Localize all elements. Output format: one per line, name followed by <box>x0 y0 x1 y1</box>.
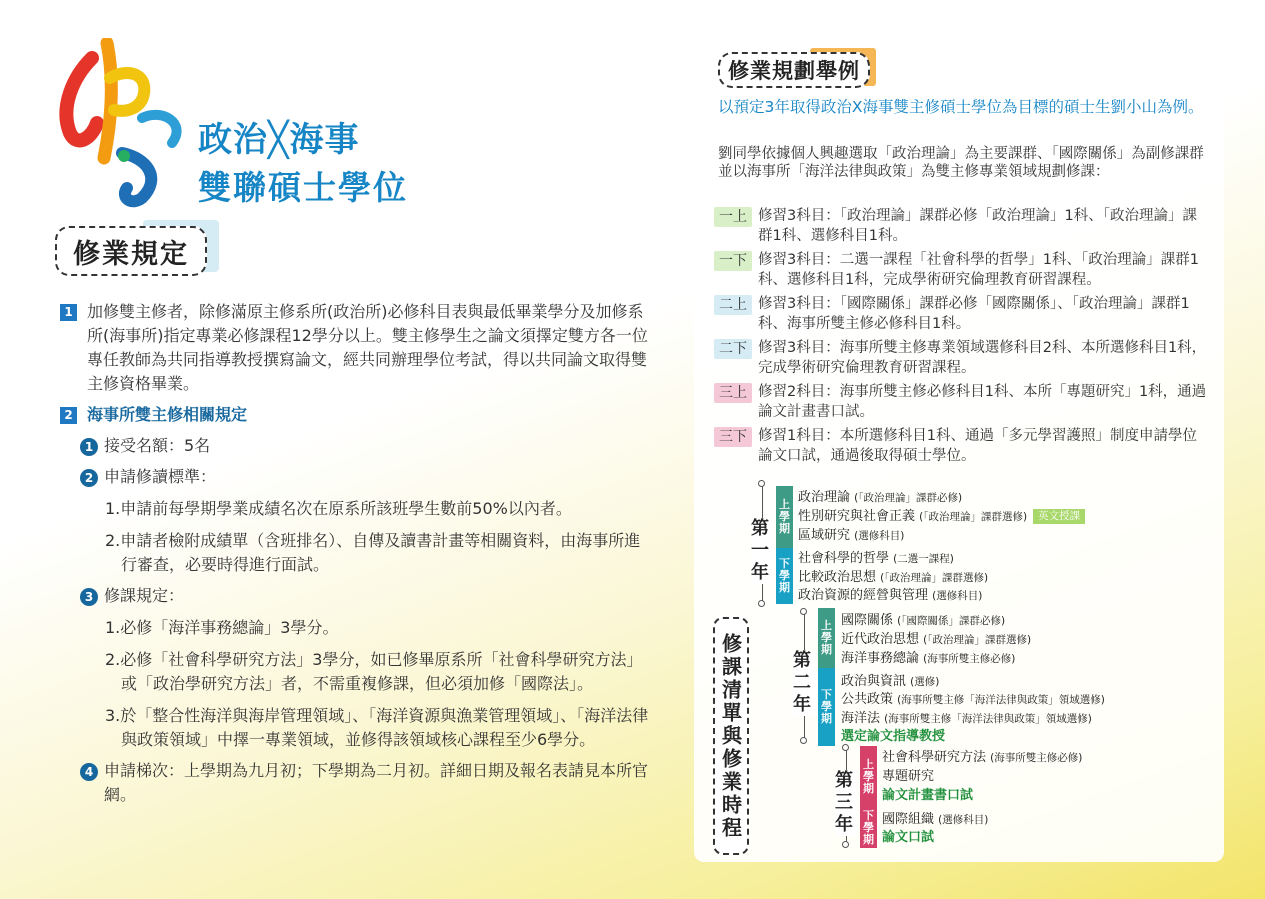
plan-intro: 劉同學依據個人興趣選取「政治理論」為主要課群、「國際關係」為副修課群並以海事所「海洋法律與政策」為雙主修專業領域規劃修課： <box>718 146 1204 180</box>
semester-item <box>714 294 1210 334</box>
course-note: (海事所雙主修「海洋法律與政策」領域選修) <box>884 713 1092 725</box>
sub-rule-3-a: 1.必修「海洋事務總論」3學分。 <box>105 618 339 637</box>
title-line-1: 政治╳海事 <box>198 120 360 160</box>
sub-rule-2-b: 2.申請者檢附成績單（含班排名）、自傳及讀書計畫等相關資料，由海事所進行審查，必要時得進行面試。 <box>105 531 641 574</box>
course-name: 政治資源的經營與管理 <box>798 588 929 603</box>
sub-number-4: 4 <box>80 763 98 781</box>
plan-heading: 以預定3年取得政治X海事雙主修碩士學位為目標的碩士生劉小山為例。 <box>718 98 1204 116</box>
milestone-proposal-exam: 論文計畫書口試 <box>882 788 974 803</box>
course-note: (選修科目) <box>932 590 983 602</box>
sub-rule-3-text: 修課規定： <box>104 586 185 605</box>
semester-item <box>714 250 1210 290</box>
rules-badge: 修業規定 <box>55 226 207 276</box>
course-name: 海洋法 <box>841 711 881 726</box>
year-1-lower-bar: 下 學 期 <box>776 548 793 604</box>
course-note: (「國際關係」課群必修) <box>897 615 1006 627</box>
course-name: 政治理論 <box>798 490 851 505</box>
year-1-start-dot <box>758 480 765 487</box>
semester-text: 修習3科目：「政治理論」課群必修「政治理論」1科、「政治理論」課群1科、選修科目1科。 <box>758 208 1197 244</box>
english-taught-tag: 英文授課 <box>1033 509 1085 524</box>
semester-tag: 二下 <box>714 339 752 359</box>
semester-text: 修習1科目：本所選修科目1科、通過「多元學習護照」制度申請學位論文口試，通過後取得碩士學位。 <box>758 428 1197 464</box>
course-item <box>841 672 939 692</box>
course-name: 政治與資訊 <box>841 674 907 689</box>
course-note: (「政治理論」課群選修) <box>880 572 989 584</box>
year-3-upper-bar: 上 學 期 <box>860 746 877 808</box>
course-name: 比較政治思想 <box>798 570 877 585</box>
semester-tag: 三上 <box>714 383 752 403</box>
milestone-thesis-defense: 論文口試 <box>882 830 935 845</box>
course-item <box>882 767 934 786</box>
sub-number-1: 1 <box>80 438 98 456</box>
course-name: 海洋事務總論 <box>841 651 920 666</box>
course-name: 區域研究 <box>798 528 851 543</box>
course-note: (選修科目) <box>938 814 989 826</box>
sub-number-3: 3 <box>80 588 98 606</box>
sub-rule-3-b: 2.必修「社會科學研究方法」3學分，如已修畢原系所「社會科學研究方法」或「政治學研究方法」者，不需重複修課，但必須加修「國際法」。 <box>105 650 643 693</box>
sub-rule-4-text: 申請梯次：上學期為九月初；下學期為二月初。詳細日期及報名表請見本所官網。 <box>104 761 649 804</box>
sub-rule-4 <box>60 759 655 807</box>
year-2-end-dot <box>800 737 807 744</box>
course-item <box>798 549 954 569</box>
course-note: (海事所雙主修必修) <box>990 752 1083 764</box>
semester-item <box>714 338 1210 378</box>
course-item <box>841 690 1105 710</box>
course-note: (「政治理論」課群必修) <box>854 492 963 504</box>
year-1-upper-bar: 上 學 期 <box>776 486 793 548</box>
course-name: 性別研究與社會正義 <box>798 509 916 524</box>
sub-rule-1-text: 接受名額：5名 <box>104 436 211 455</box>
rule-item-1 <box>60 300 655 396</box>
semester-tag: 三下 <box>714 427 752 447</box>
course-note: (海事所雙主修必修) <box>923 653 1016 665</box>
course-name: 國際關係 <box>841 613 894 628</box>
sub-rule-2 <box>60 465 655 489</box>
semester-text: 修習3科目：「國際關係」課群必修「國際關係」、「政治理論」課群1科、海事所雙主修必修科目1科。 <box>758 296 1190 332</box>
course-item <box>798 507 1085 527</box>
year-1-label: 第 一 年 <box>751 518 773 584</box>
course-name: 社會科學的哲學 <box>798 551 890 566</box>
year-2-label: 第 二 年 <box>793 650 815 716</box>
semester-tag: 一下 <box>714 251 752 271</box>
university-logo <box>52 38 202 208</box>
year-3-start-dot <box>842 744 849 751</box>
sub-number-2: 2 <box>80 469 98 487</box>
course-name: 公共政策 <box>841 692 894 707</box>
course-item <box>882 810 988 830</box>
course-name: 專題研究 <box>882 769 935 784</box>
course-item <box>798 586 982 606</box>
rule-number-2: 2 <box>60 407 77 424</box>
rule-item-1-text: 加修雙主修者，除修滿原主修系所(政治所)必修科目表與最低畢業學分及加修系所(海事所)指定專業必修課程12學分以上。雙主修學生之論文須擇定雙方各一位專任教師為共同指導教授撰寫論文，經共同辦理學位考試，得以共同論文取得雙主修資格畢業。 <box>87 302 648 393</box>
sub-rule-2-a: 1.申請前每學期學業成績名次在原系所該班學生數前50%以內者。 <box>105 499 572 518</box>
milestone-advisor: 選定論文指導教授 <box>841 729 946 744</box>
course-item <box>798 568 988 588</box>
semester-item <box>714 382 1210 422</box>
course-item <box>841 630 1031 650</box>
course-item <box>841 649 1015 669</box>
course-item <box>882 748 1082 768</box>
course-name: 社會科學研究方法 <box>882 750 987 765</box>
course-note: (「政治理論」課群選修) <box>919 511 1028 523</box>
rules-content <box>60 300 655 807</box>
course-note: (選修科目) <box>854 530 905 542</box>
course-note: (「政治理論」課群選修) <box>923 634 1032 646</box>
course-item <box>798 488 962 508</box>
semester-item <box>714 206 1210 246</box>
course-item <box>841 611 1005 631</box>
semester-tag: 一上 <box>714 207 752 227</box>
rule-item-2-title: 海事所雙主修相關規定 <box>87 405 248 424</box>
course-note: (選修) <box>910 676 940 688</box>
year-3-end-dot <box>842 841 849 848</box>
semester-item <box>714 426 1210 466</box>
course-list-label: 修課清單與修業時程 <box>718 632 743 840</box>
course-item <box>798 526 904 546</box>
semester-text: 修習3科目：海事所雙主修專業領域選修科目2科、本所選修科目1科，完成學術研究倫理教育研習課程。 <box>758 340 1207 376</box>
title-line-2: 雙聯碩士學位 <box>198 168 408 207</box>
rule-item-2 <box>60 403 655 427</box>
course-name: 近代政治思想 <box>841 632 920 647</box>
rule-number-1: 1 <box>60 304 77 321</box>
course-note: (二選一課程) <box>893 553 954 565</box>
course-note: (海事所雙主修「海洋法律與政策」領域選修) <box>897 694 1105 706</box>
semester-tag: 二上 <box>714 295 752 315</box>
sub-rule-3 <box>60 584 655 608</box>
semester-text: 修習2科目：海事所雙主修必修科目1科、本所「專題研究」1科，通過論文計畫書口試。 <box>758 384 1207 420</box>
sub-rule-3-c: 3.於「整合性海洋與海岸管理領域」、「海洋資源與漁業管理領域」、「海洋法律與政策領域」中擇一專業領域，並修得該領域核心課程至少6學分。 <box>105 706 649 749</box>
year-3-label: 第 三 年 <box>835 770 857 836</box>
year-2-lower-bar: 下 學 期 <box>818 668 835 746</box>
sub-rule-2-text: 申請修讀標準： <box>104 467 217 486</box>
year-2-start-dot <box>800 608 807 615</box>
course-name: 國際組織 <box>882 812 935 827</box>
semester-text: 修習3科目：二選一課程「社會科學的哲學」1科、「政治理論」課群1科、選修科目1科，完成學術研究倫理教育研習課程。 <box>758 252 1199 288</box>
semester-list <box>714 206 1210 470</box>
course-item <box>841 709 1092 729</box>
plan-badge: 修業規劃舉例 <box>718 52 870 88</box>
year-2-upper-bar: 上 學 期 <box>818 608 835 668</box>
course-list-badge <box>713 617 749 855</box>
year-1-end-dot <box>758 600 765 607</box>
sub-rule-1 <box>60 434 655 458</box>
year-3-lower-bar: 下 學 期 <box>860 808 877 848</box>
